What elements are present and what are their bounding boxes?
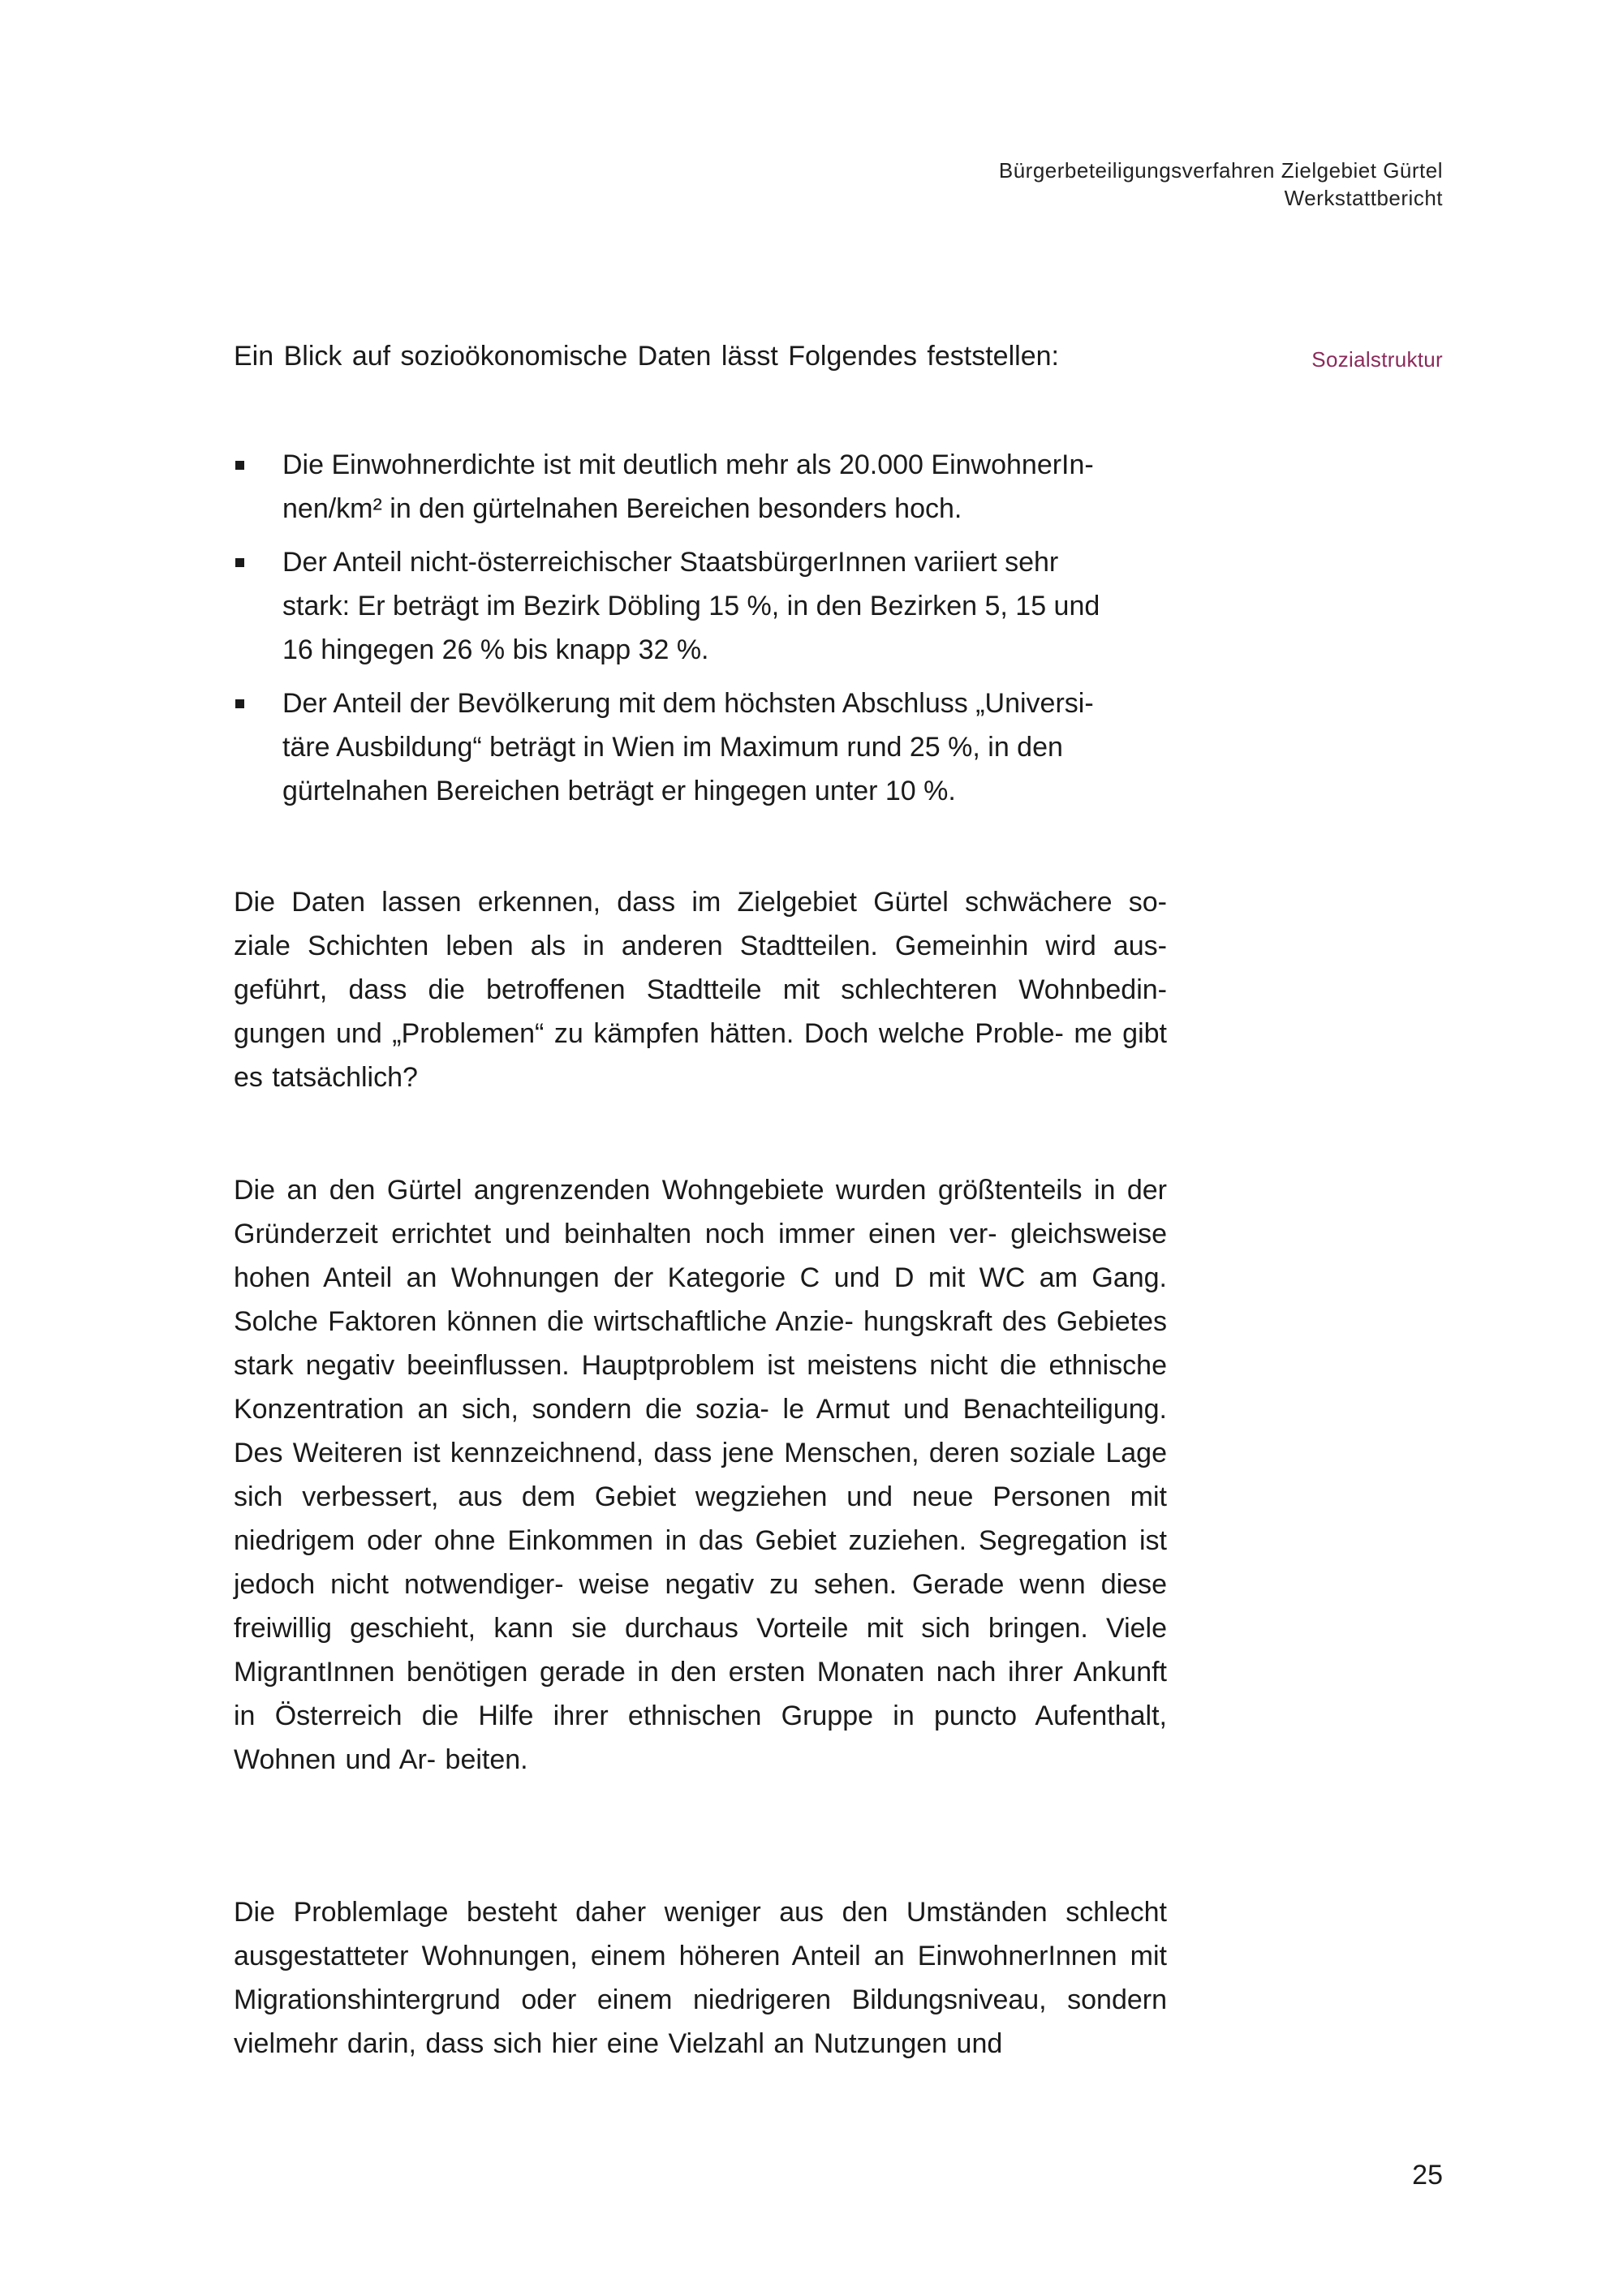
paragraph-residential-areas: Die an den Gürtel angrenzenden Wohngebiete wurden größtenteils in der Gründerzeit errichtet und beinhalten noch immer einen ver- gleichsweise hohen Anteil an Wohnungen der Kategorie C und D mit WC am Gang. Solche Faktoren können die wirtschaftliche Anzie- hungskraft des Gebietes stark negativ beeinflussen. Hauptproblem ist meistens nicht die ethnische Konzentration an sich, sondern die sozia- le Armut und Benachteiligung. Des Weiteren ist kennzeichnend, dass jene Menschen, deren soziale Lage sich verbessert, aus dem Gebiet wegziehen und neue Personen mit niedrigem oder ohne Einkommen in das Gebiet zuziehen. Segregation ist jedoch nicht notwendiger- weise negativ zu sehen. Gerade wenn diese freiwillig geschieht, kann sie durchaus Vorteile mit sich bringen. Viele MigrantInnen benötigen gerade in den ersten Monaten nach ihrer Ankunft in Österreich die Hilfe ihrer ethnischen Gruppe in puncto Aufenthalt, Wohnen und Ar- beiten. (234, 1175, 1167, 1775)
list-item-text: Der Anteil nicht-österreichischer StaatsbürgerInnen variiert sehr stark: Er beträgt im Bezirk Döbling 15 %, in den Bezirken 5, 15 und 16 hingegen 26 % bis knapp 32 %. (282, 547, 1100, 665)
list-item-text: Die Einwohnerdichte ist mit deutlich mehr als 20.000 EinwohnerIn- nen/km² in den gürtelnahen Bereichen besonders hoch. (282, 449, 1094, 524)
list-item (234, 540, 1118, 672)
bullet-list (234, 443, 1167, 823)
bullet-square-icon (235, 699, 244, 708)
header-subtitle: Werkstattbericht (1284, 186, 1443, 210)
list-item (234, 443, 1118, 531)
list-item (234, 681, 1118, 813)
header-title: Bürgerbeteiligungsverfahren Zielgebiet Gürtel (998, 158, 1443, 183)
list-item-text: Der Anteil der Bevölkerung mit dem höchsten Abschluss „Universi- täre Ausbildung“ beträgt in Wien im Maximum rund 25 %, in den gürtelnahen Bereichen beträgt er hingegen unter 10 %. (282, 688, 1094, 806)
intro-sentence: Ein Blick auf sozioökonomische Daten lässt Folgendes feststellen: (234, 341, 1059, 372)
paragraph-data-findings: Die Daten lassen erkennen, dass im Zielgebiet Gürtel schwächere so- ziale Schichten leben als in anderen Stadtteilen. Gemeinhin wird aus- geführt, dass die betroffenen Stadtteile mit schlechteren Wohnbedin- gungen und „Problemen“ zu kämpfen hätten. Doch welche Proble- me gibt es tatsächlich? (234, 887, 1167, 1093)
bullet-square-icon (235, 558, 244, 567)
section-margin-label: Sozialstruktur (1311, 347, 1443, 372)
running-header (999, 157, 1443, 212)
page-number: 25 (1412, 2160, 1443, 2191)
bullet-square-icon (235, 461, 244, 470)
paragraph-problem-situation: Die Problemlage besteht daher weniger aus den Umständen schlecht ausgestatteter Wohnungen, einem höheren Anteil an EinwohnerInnen mit Migrationshintergrund oder einem niedrigeren Bildungsniveau, sondern vielmehr darin, dass sich hier eine Vielzahl an Nutzungen und (234, 1897, 1167, 2059)
